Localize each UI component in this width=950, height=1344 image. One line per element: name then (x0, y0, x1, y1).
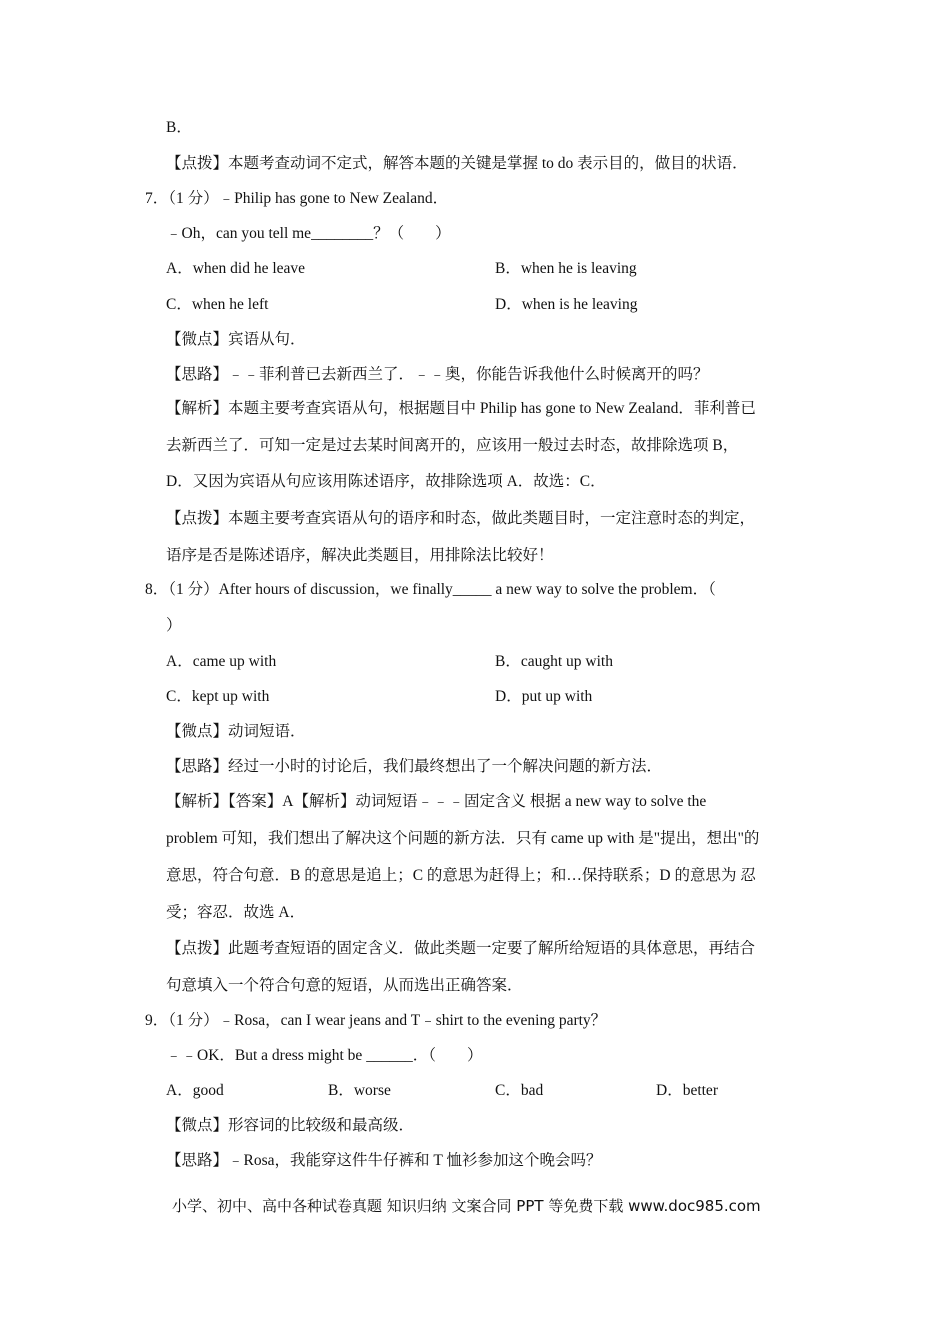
question-8-bracket: ） (166, 617, 182, 634)
q8-analysis-line-4: 受；容忍．故选 A． (166, 904, 306, 921)
q7-option-c: C．when he left (166, 296, 269, 313)
question-7-stem: ﹣Oh，can you tell me________？（ ） (166, 225, 451, 242)
q7-analysis-line-1: 【解析】本题主要考查宾语从句，根据题目中 Philip has gone to New Zealand．菲利普已 (166, 400, 756, 417)
q7-analysis-line-2: 去新西兰了．可知一定是过去某时间离开的，应该用一般过去时态，故排除选项 B， (166, 437, 739, 454)
q8-option-c: C．kept up with (166, 688, 270, 705)
question-9-title: 9．（1 分）﹣Rosa，can I wear jeans and T﹣shirt to the evening party？ (145, 1012, 607, 1029)
q9-option-d: D．better (656, 1082, 718, 1099)
q7-point: 【微点】宾语从句． (166, 331, 306, 348)
q9-option-c: C．bad (495, 1082, 544, 1099)
q7-option-d: D．when is he leaving (495, 296, 638, 313)
q7-tip-line-2: 语序是否是陈述语序，解决此类题目，用排除法比较好！ (166, 547, 554, 564)
q8-option-b: B．caught up with (495, 653, 613, 670)
q8-thought: 【思路】经过一小时的讨论后，我们最终想出了一个解决问题的新方法． (166, 758, 663, 775)
tip-paragraph: 【点拨】本题考查动词不定式，解答本题的关键是掌握 to do 表示目的，做目的状语． (166, 155, 748, 172)
q8-tip-line-2: 句意填入一个符合句意的短语，从而选出正确答案． (166, 977, 523, 994)
q7-thought: 【思路】﹣﹣菲利普已去新西兰了．﹣﹣奥，你能告诉我他什么时候离开的吗？ (166, 366, 709, 383)
answer-line: B． (166, 119, 192, 136)
q9-point: 【微点】形容词的比较级和最高级． (166, 1117, 415, 1134)
question-9-stem: ﹣﹣OK．But a dress might be ______．（ ） (166, 1047, 483, 1064)
q8-analysis-line-2: problem 可知，我们想出了解决这个问题的新方法．只有 came up with 是"提出，想出"的 (166, 830, 760, 847)
q7-tip-line-1: 【点拨】本题主要考查宾语从句的语序和时态，做此类题目时，一定注意时态的判定， (166, 510, 756, 527)
q8-analysis-line-1: 【解析】【答案】A【解析】动词短语﹣﹣﹣固定含义 根据 a new way to solve the (166, 793, 707, 810)
q9-thought: 【思路】﹣Rosa，我能穿这件牛仔裤和 T 恤衫参加这个晚会吗？ (166, 1152, 602, 1169)
question-7-title: 7．（1 分）﹣Philip has gone to New Zealand． (145, 190, 449, 207)
page-footer: 小学、初中、高中各种试卷真题 知识归纳 文案合同 PPT 等免费下载 www.doc985.com (172, 1197, 761, 1215)
q8-analysis-line-3: 意思，符合句意．B 的意思是追上；C 的意思为赶得上；和…保持联系；D 的意思为 忍 (166, 867, 756, 884)
q9-option-a: A．good (166, 1082, 224, 1099)
q8-option-d: D．put up with (495, 688, 593, 705)
q7-option-a: A．when did he leave (166, 260, 306, 277)
q7-analysis-line-3: D．又因为宾语从句应该用陈述语序，故排除选项 A．故选：C． (166, 473, 606, 490)
q9-option-b: B．worse (328, 1082, 391, 1099)
question-8-title: 8．（1 分）After hours of discussion，we finally_____ a new way to solve the problem．（ (145, 581, 716, 598)
q8-option-a: A．came up with (166, 653, 277, 670)
q7-option-b: B．when he is leaving (495, 260, 637, 277)
q8-point: 【微点】动词短语． (166, 723, 306, 740)
q8-tip-line-1: 【点拨】此题考查短语的固定含义．做此类题一定要了解所给短语的具体意思，再结合 (166, 940, 756, 957)
